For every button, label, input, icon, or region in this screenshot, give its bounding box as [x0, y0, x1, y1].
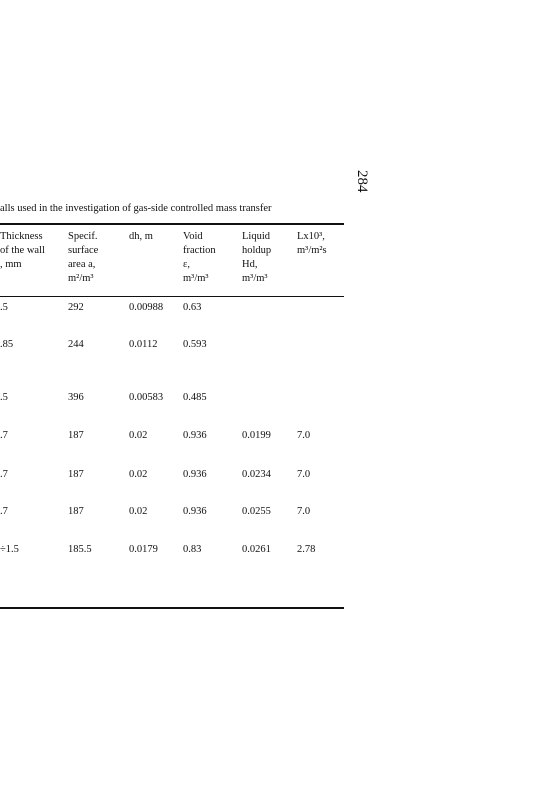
cell-thickness: .7 — [0, 469, 8, 480]
cell-void-fraction: 0.936 — [183, 430, 207, 441]
cell-void-fraction: 0.485 — [183, 392, 207, 403]
header-thickness-line2: of the wall — [0, 245, 45, 256]
cell-void-fraction: 0.63 — [183, 302, 202, 313]
header-liquid-holdup — [242, 230, 271, 286]
cell-liquid-load: 7.0 — [297, 430, 311, 441]
header-liquid-line2: holdup — [242, 245, 272, 256]
page-number: 284 — [354, 170, 370, 193]
cell-dh: 0.00988 — [129, 302, 164, 313]
cell-thickness: ÷1.5 — [0, 544, 19, 555]
cell-thickness: .7 — [0, 506, 8, 517]
cell-specific-surface: 187 — [68, 469, 84, 480]
cell-dh: 0.02 — [129, 506, 148, 517]
header-void-line1: Void — [183, 231, 203, 242]
header-dh — [129, 230, 153, 244]
header-specific-line1: Specif. — [68, 231, 98, 242]
cell-specific-surface: 292 — [68, 302, 84, 313]
cell-thickness: .5 — [0, 302, 8, 313]
header-void-line3: ε, — [183, 259, 191, 270]
cell-dh: 0.02 — [129, 469, 148, 480]
header-void-fraction — [183, 230, 216, 286]
cell-liquid-holdup: 0.0199 — [242, 430, 271, 441]
cell-void-fraction: 0.83 — [183, 544, 202, 555]
cell-dh: 0.0179 — [129, 544, 158, 555]
cell-specific-surface: 187 — [68, 430, 84, 441]
header-specific-line4: m²/m³ — [68, 273, 94, 284]
cell-specific-surface: 244 — [68, 339, 84, 350]
table-caption: alls used in the investigation of gas-side controlled mass transfer — [0, 203, 272, 214]
header-specific-line3: area a, — [68, 259, 96, 270]
cell-specific-surface: 187 — [68, 506, 84, 517]
header-void-line2: fraction — [183, 245, 216, 256]
cell-dh: 0.02 — [129, 430, 148, 441]
header-thickness-line3: , mm — [0, 259, 22, 270]
table-top-rule — [0, 223, 344, 225]
cell-specific-surface: 185.5 — [68, 544, 92, 555]
header-load-line1: Lx10³, — [297, 231, 325, 242]
header-liquid-line1: Liquid — [242, 231, 270, 242]
header-liquid-load — [297, 230, 327, 258]
header-specific-line2: surface — [68, 245, 99, 256]
cell-dh: 0.00583 — [129, 392, 164, 403]
header-liquid-line3: Hd, — [242, 259, 258, 270]
header-dh-line1: dh, m — [129, 231, 153, 242]
table-header-rule — [0, 296, 344, 297]
cell-liquid-holdup: 0.0261 — [242, 544, 271, 555]
cell-liquid-load: 7.0 — [297, 506, 311, 517]
header-specific-surface — [68, 230, 98, 286]
cell-void-fraction: 0.593 — [183, 339, 207, 350]
cell-dh: 0.0112 — [129, 339, 158, 350]
cell-thickness: .7 — [0, 430, 8, 441]
cell-void-fraction: 0.936 — [183, 506, 207, 517]
cell-liquid-holdup: 0.0234 — [242, 469, 271, 480]
header-thickness — [0, 230, 45, 272]
header-load-line2: m³/m²s — [297, 245, 327, 256]
cell-thickness: .85 — [0, 339, 14, 350]
cell-liquid-load: 7.0 — [297, 469, 311, 480]
cell-void-fraction: 0.936 — [183, 469, 207, 480]
header-thickness-line1: Thickness — [0, 231, 43, 242]
cell-thickness: .5 — [0, 392, 8, 403]
header-void-line4: m³/m³ — [183, 273, 209, 284]
table-bottom-rule — [0, 607, 344, 609]
cell-liquid-load: 2.78 — [297, 544, 316, 555]
cell-liquid-holdup: 0.0255 — [242, 506, 271, 517]
cell-specific-surface: 396 — [68, 392, 84, 403]
header-liquid-line4: m³/m³ — [242, 273, 268, 284]
